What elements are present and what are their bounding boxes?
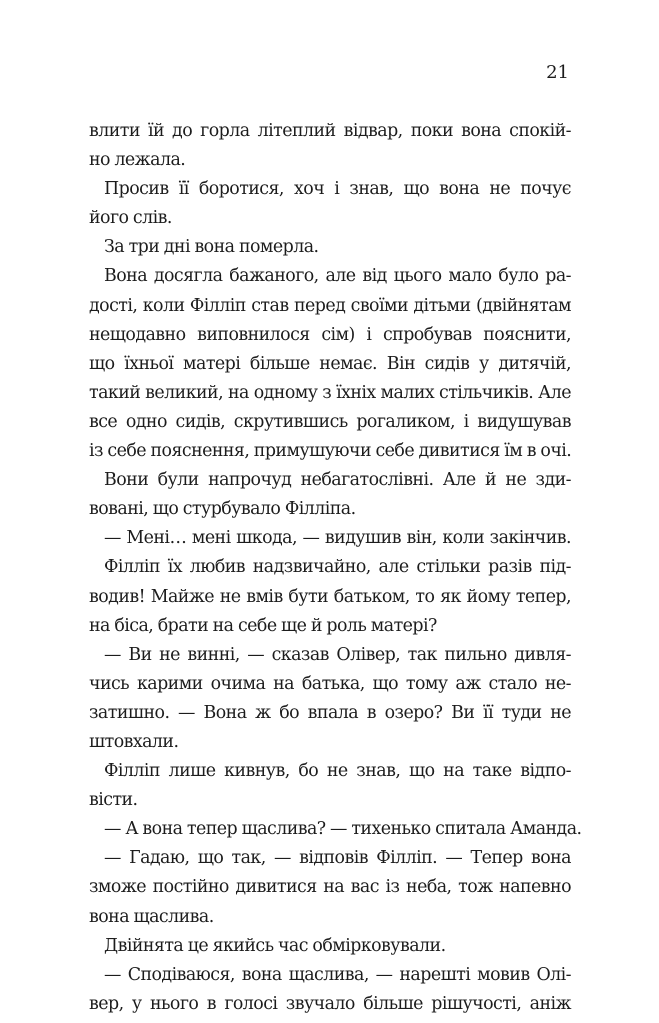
text-line: його слів. [89, 208, 172, 229]
text-line: зможе постійно дивитися на вас із неба, тож напевно [89, 877, 571, 898]
text-line: — Мені… мені шкода, — видушив він, коли закінчив. [104, 528, 571, 549]
text-line: нещодавно виповнилося сім) і спробував пояснити, [89, 324, 571, 345]
text-line: За три дні вона померла. [104, 237, 319, 258]
text-line: вона щаслива. [89, 906, 214, 927]
text-line: вер, у нього в голосі звучало більше рішучості, аніж [89, 993, 571, 1014]
text-line: Двійнята це якийсь час обмірковували. [104, 935, 446, 956]
text-line: но лежала. [89, 150, 186, 171]
text-line: все одно сидів, скрутившись рогаликом, і видушував [89, 411, 571, 432]
text-line: дості, коли Філліп став перед своїми дітьми (двійнятам [89, 295, 571, 316]
page-number: 21 [546, 62, 569, 83]
text-line: Філліп лише кивнув, бо не знав, що на таке відпо- [104, 761, 571, 782]
text-line: із себе пояснення, примушуючи себе дивитися їм в очі. [89, 441, 572, 462]
text-line: вовані, що стурбувало Філліпа. [89, 499, 356, 520]
text-line: влити їй до горла літеплий відвар, поки вона спокій- [89, 121, 571, 141]
text-line: Вони були напрочуд небагатослівні. Але й не зди- [104, 470, 571, 491]
text-line: — Ви не винні, — сказав Олівер, так пильно дивля- [104, 644, 571, 665]
text-line: вісти. [89, 790, 138, 811]
text-line: Просив її боротися, хоч і знав, що вона не почує [104, 179, 571, 200]
text-line: Філліп їх любив надзвичайно, але стільки разів під- [104, 557, 571, 578]
text-line: на біса, брати на себе ще й роль матері? [89, 615, 437, 636]
text-line: водив! Майже не вмів бути батьком, то як йому тепер, [89, 586, 571, 607]
text-line: такий великий, на одному з їхніх малих стільчиків. Але [89, 382, 571, 403]
text-line: — Гадаю, що так, — відповів Філліп. — Тепер вона [104, 848, 571, 869]
text-line: — А вона тепер щаслива? — тихенько спитала Аманда. [104, 819, 582, 840]
text-line: що їхньої матері більше немає. Він сидів у дитячій, [89, 353, 571, 374]
body-text [89, 117, 582, 1019]
text-line: чись карими очима на батька, що тому аж стало не- [89, 673, 571, 694]
text-line: штовхали. [89, 731, 179, 752]
text-line: затишно. — Вона ж бо впала в озеро? Ви її туди не [89, 702, 571, 723]
text-line: Вона досягла бажаного, але від цього мало було ра- [104, 266, 571, 287]
text-line: — Сподіваюся, вона щаслива, — нарешті мовив Олі- [104, 964, 571, 985]
